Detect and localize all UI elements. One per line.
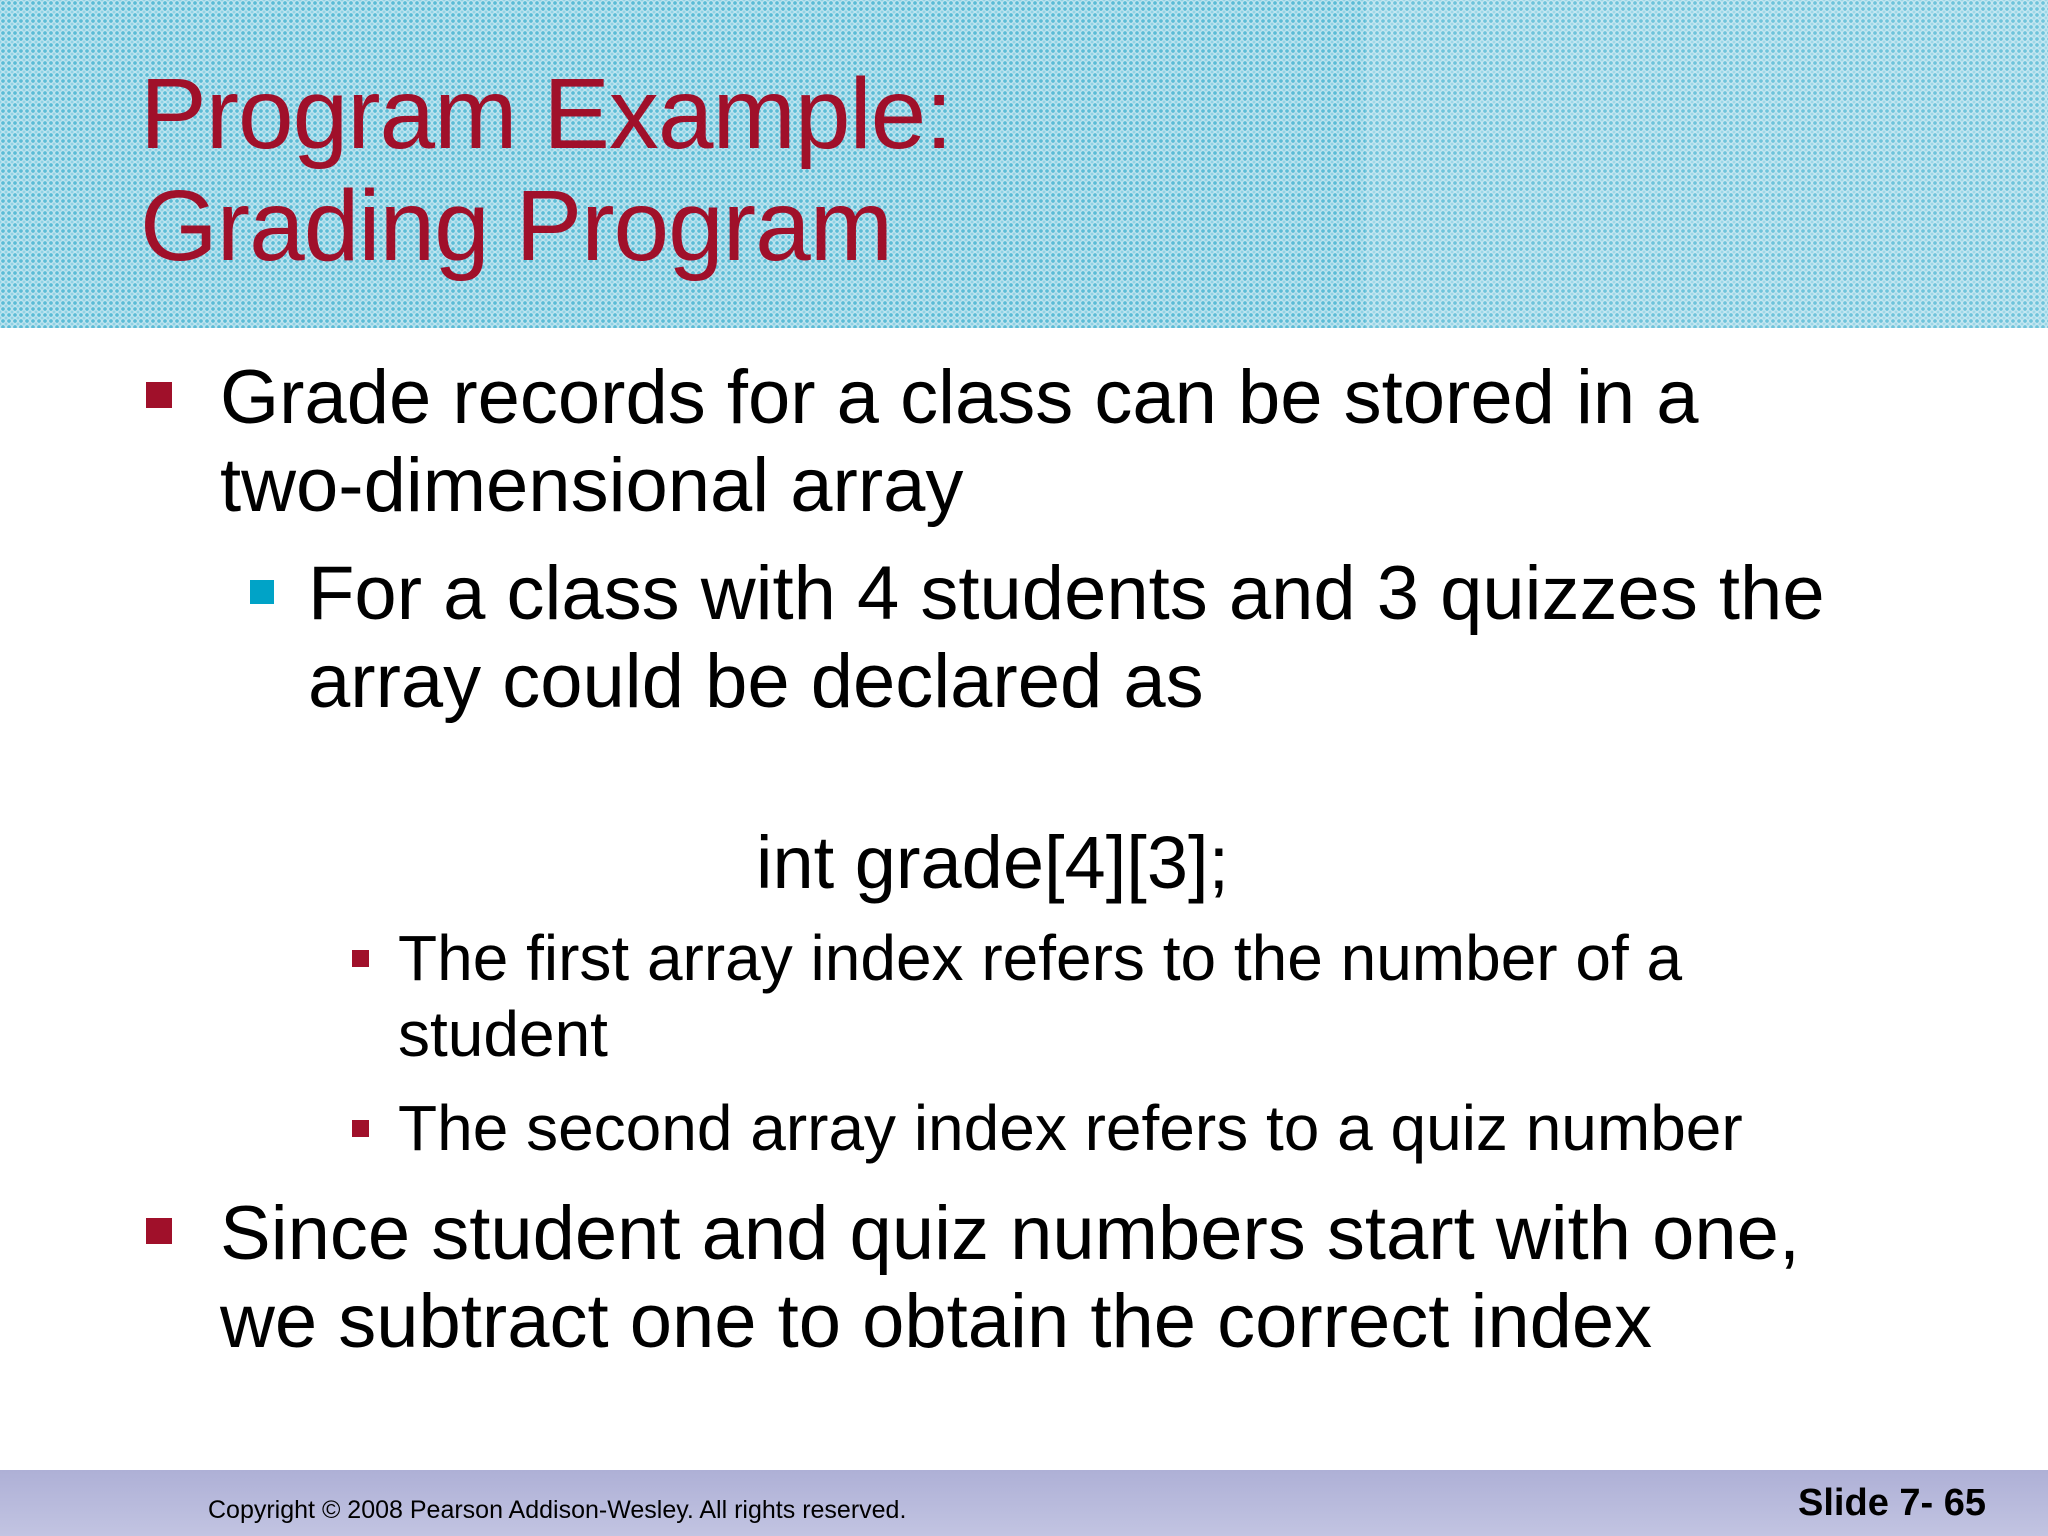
bullet-line: we subtract one to obtain the correct index	[220, 1279, 1653, 1364]
copyright-notice: Copyright © 2008 Pearson Addison-Wesley. All rights reserved.	[208, 1496, 907, 1524]
bullet-subtract-one	[220, 1190, 1800, 1366]
sub-sub-bullet-marker-square	[352, 950, 369, 967]
bullet-marker-square	[146, 1218, 172, 1244]
bullet-line: array could be declared as	[308, 639, 1204, 724]
bullet-line: For a class with 4 students and 3 quizzes the	[308, 551, 1825, 636]
sub-sub-bullet-marker-square	[352, 1120, 369, 1137]
slide-title	[140, 58, 952, 282]
bullet-grade-records	[220, 354, 1699, 530]
sub-sub-bullet-first-index	[398, 920, 1682, 1072]
slide-title-line-1: Program Example:	[140, 58, 953, 170]
bullet-line: The second array index refers to a quiz number	[398, 1092, 1743, 1164]
bullet-line: Since student and quiz numbers start with one,	[220, 1191, 1801, 1276]
slide-number: Slide 7- 65	[1798, 1482, 1986, 1524]
bullet-line: The first array index refers to the number of a	[398, 922, 1683, 994]
bullet-line: Grade records for a class can be stored in a	[220, 355, 1699, 440]
sub-bullet-marker-square	[250, 580, 274, 604]
sub-sub-bullet-second-index	[398, 1090, 1743, 1166]
bullet-line: student	[398, 998, 608, 1070]
bullet-line: two-dimensional array	[220, 443, 964, 528]
code-declaration: int grade[4][3];	[756, 821, 1230, 904]
bullet-marker-square	[146, 382, 172, 408]
sub-bullet-class-example	[308, 550, 1825, 726]
slide-title-line-2: Grading Program	[140, 170, 892, 282]
title-banner-overlay	[1365, 0, 2048, 328]
